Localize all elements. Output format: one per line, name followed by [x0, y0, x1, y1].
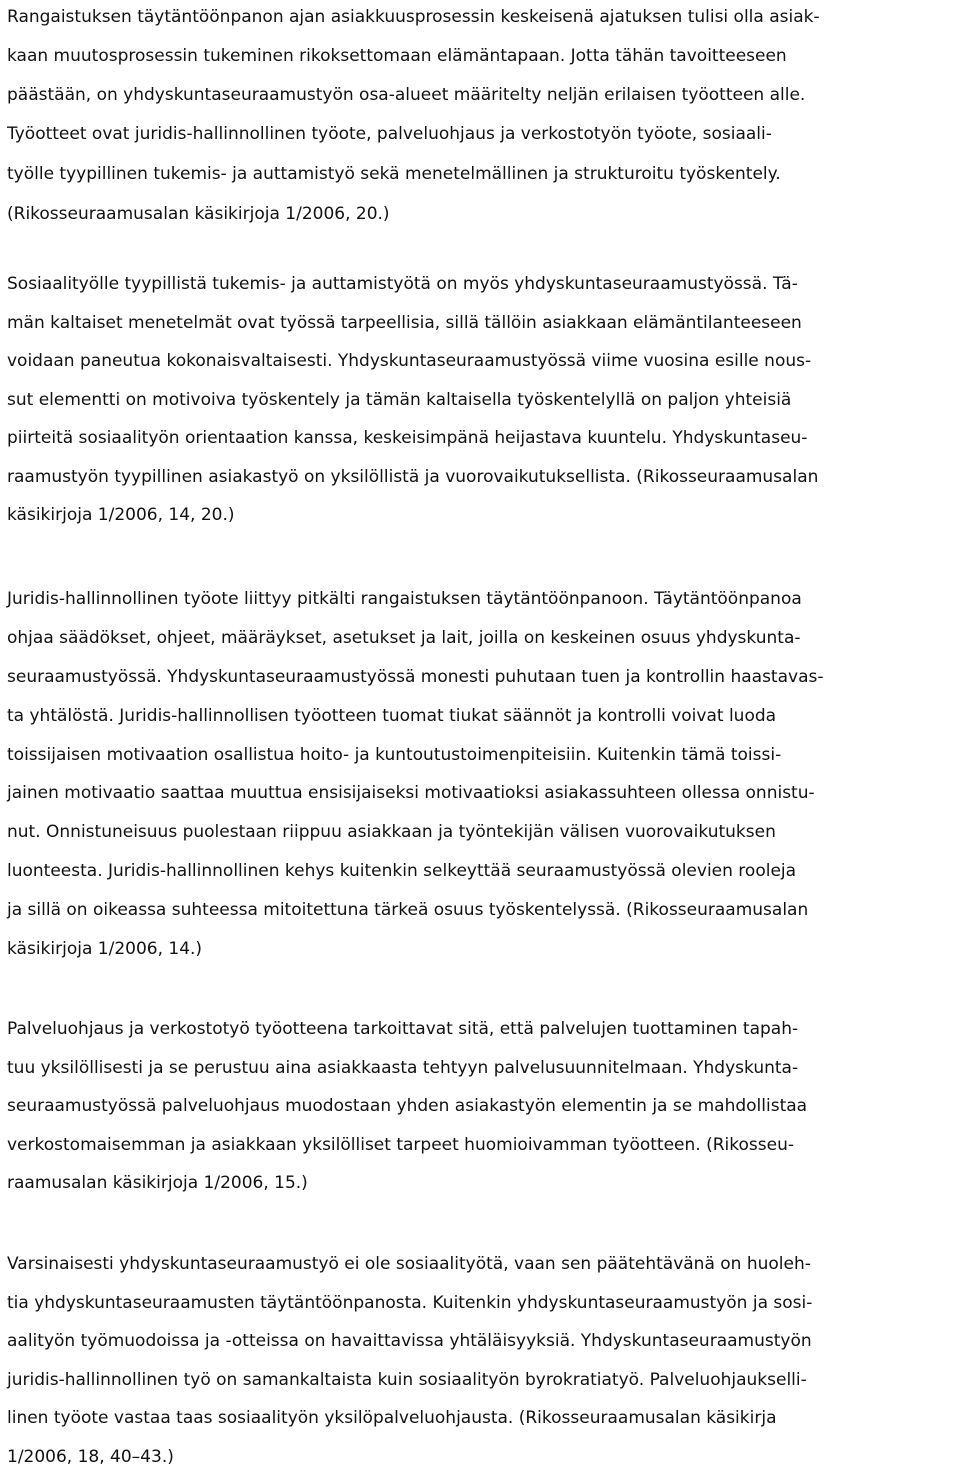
- text-line: seuraamustyössä palveluohjaus muodostaan yhden asiakastyön elementin ja se mahdollistaa: [7, 1087, 807, 1126]
- text-line: ohjaa säädökset, ohjeet, määräykset, asetukset ja lait, joilla on keskeinen osuus yhdyskunta-: [7, 619, 823, 658]
- text-line: verkostomaisemman ja asiakkaan yksilölliset tarpeet huomioivamman työotteen. (Rikosseu-: [7, 1126, 807, 1165]
- text-line: käsikirjoja 1/2006, 14, 20.): [7, 496, 818, 535]
- text-line: juridis-hallinnollinen työ on samankaltaista kuin sosiaalityön byrokratiatyö. Palveluohjaukselli-: [7, 1361, 812, 1400]
- text-line: Juridis-hallinnollinen työote liittyy pitkälti rangaistuksen täytäntöönpanoon. Täytäntöönpanoa: [7, 580, 823, 619]
- text-line: seuraamustyössä. Yhdyskuntaseuraamustyössä monesti puhutaan tuen ja kontrollin haastavas-: [7, 658, 823, 697]
- text-line: toissijaisen motivaation osallistua hoito- ja kuntoutustoimenpiteisiin. Kuitenkin tämä toissi-: [7, 736, 823, 775]
- text-line: ta yhtälöstä. Juridis-hallinnollisen työotteen tuomat tiukat säännöt ja kontrolli voivat luoda: [7, 697, 823, 736]
- text-line: tuu yksilöllisesti ja se perustuu aina asiakkaasta tehtyyn palvelusuunnitelmaan. Yhdyskunta-: [7, 1049, 807, 1088]
- text-line: jainen motivaatio saattaa muuttua ensisijaiseksi motivaatioksi asiakassuhteen ollessa onnistu-: [7, 774, 823, 813]
- text-line: linen työote vastaa taas sosiaalityön yksilöpalveluohjausta. (Rikosseuraamusalan käsikirja: [7, 1399, 812, 1438]
- paragraph-sosiaalityo: [7, 265, 818, 535]
- text-line: Työotteet ovat juridis-hallinnollinen työote, palveluohjaus ja verkostotyön työote, sosiaali-: [7, 114, 820, 154]
- text-line: (Rikosseuraamusalan käsikirjoja 1/2006, 20.): [7, 194, 820, 234]
- text-line: män kaltaiset menetelmät ovat työssä tarpeellisia, sillä tällöin asiakkaan elämäntilanteeseen: [7, 304, 818, 343]
- text-line: voidaan paneutua kokonaisvaltaisesti. Yhdyskuntaseuraamustyössä viime vuosina esille nous-: [7, 342, 818, 381]
- text-line: käsikirjoja 1/2006, 14.): [7, 930, 823, 969]
- text-line: raamusalan käsikirjoja 1/2006, 15.): [7, 1164, 807, 1203]
- paragraph-palveluohjaus: [7, 1010, 807, 1203]
- text-line: päästään, on yhdyskuntaseuraamustyön osa-alueet määritelty neljän erilaisen työotteen alle.: [7, 76, 820, 114]
- text-line: tia yhdyskuntaseuraamusten täytäntöönpanosta. Kuitenkin yhdyskuntaseuraamustyön ja sosi-: [7, 1284, 812, 1323]
- text-line: Rangaistuksen täytäntöönpanon ajan asiakkuusprosessin keskeisenä ajatuksen tulisi olla asiak-: [7, 0, 820, 37]
- text-line: luonteesta. Juridis-hallinnollinen kehys kuitenkin selkeyttää seuraamustyössä olevien rooleja: [7, 852, 823, 891]
- text-line: nut. Onnistuneisuus puolestaan riippuu asiakkaan ja työntekijän välisen vuorovaikutuksen: [7, 813, 823, 852]
- paragraph-asiakkuusprosessi: [7, 0, 820, 234]
- text-line: Palveluohjaus ja verkostotyö työotteena tarkoittavat sitä, että palvelujen tuottaminen tapah-: [7, 1010, 807, 1049]
- text-line: raamustyön tyypillinen asiakastyö on yksilöllistä ja vuorovaikutuksellista. (Rikosseuraamusalan: [7, 458, 818, 497]
- text-line: piirteitä sosiaalityön orientaation kanssa, keskeisimpänä heijastava kuuntelu. Yhdyskuntaseu-: [7, 419, 818, 458]
- text-line: sut elementti on motivoiva työskentely ja tämän kaltaisella työskentelyllä on paljon yhteisiä: [7, 381, 818, 420]
- paragraph-varsinaisesti: [7, 1245, 812, 1476]
- text-line: 1/2006, 18, 40–43.): [7, 1438, 812, 1476]
- text-line: aalityön työmuodoissa ja -otteissa on havaittavissa yhtäläisyyksiä. Yhdyskuntaseuraamustyön: [7, 1322, 812, 1361]
- text-line: ja sillä on oikeassa suhteessa mitoitettuna tärkeä osuus työskentelyssä. (Rikosseuraamusalan: [7, 891, 823, 930]
- text-line: työlle tyypillinen tukemis- ja auttamistyö sekä menetelmällinen ja strukturoitu työskentely.: [7, 154, 820, 194]
- text-line: kaan muutosprosessin tukeminen rikoksettomaan elämäntapaan. Jotta tähän tavoitteeseen: [7, 37, 820, 76]
- paragraph-juridis-hallinnollinen: [7, 580, 823, 969]
- text-line: Varsinaisesti yhdyskuntaseuraamustyö ei ole sosiaalityötä, vaan sen päätehtävänä on huoleh-: [7, 1245, 812, 1284]
- text-line: Sosiaalityölle tyypillistä tukemis- ja auttamistyötä on myös yhdyskuntaseuraamustyössä. Tä-: [7, 265, 818, 304]
